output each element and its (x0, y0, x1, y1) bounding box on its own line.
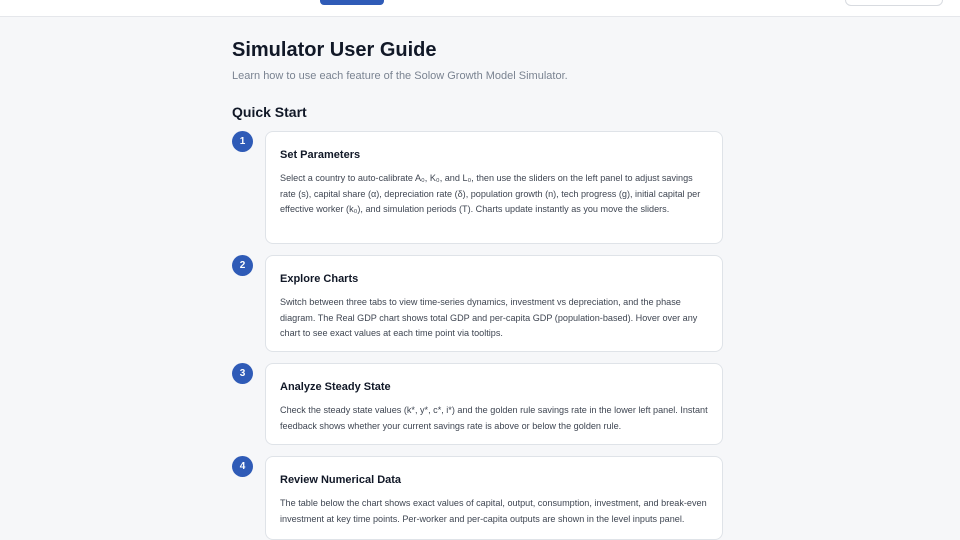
page-subtitle: Learn how to use each feature of the Solow Growth Model Simulator. (232, 70, 568, 82)
step-card (265, 456, 723, 540)
step-title: Review Numerical Data (280, 474, 402, 486)
top-right-control[interactable] (845, 0, 943, 6)
step-number-badge: 2 (232, 255, 253, 276)
quick-start-step-1 (232, 131, 724, 244)
step-number-badge: 1 (232, 131, 253, 152)
active-navigation-tab[interactable] (320, 0, 384, 5)
step-description: Select a country to auto-calibrate A₀, K₀, and L₀, then use the sliders on the left panel to adjust savings rate (s), capital share (α), depreciation rate (δ), population growth (n), tech progress (g), initial capital per effective worker (k₀), and simulation periods (T). Charts update instantly as you move the sliders. (280, 173, 701, 215)
step-number-badge: 4 (232, 456, 253, 477)
step-card (265, 255, 723, 352)
step-description: Switch between three tabs to view time-series dynamics, investment vs depreciation, and the phase diagram. The Real GDP chart shows total GDP and per-capita GDP (population-based). Hover over any chart to see exact values at each time point via tooltips. (280, 297, 698, 339)
quick-start-step-3 (232, 363, 724, 445)
page-title: Simulator User Guide (232, 39, 437, 61)
step-number-badge: 3 (232, 363, 253, 384)
step-title: Set Parameters (280, 149, 361, 161)
step-title: Analyze Steady State (280, 381, 391, 393)
user-guide-content (232, 36, 732, 524)
quick-start-step-4 (232, 456, 724, 540)
step-card (265, 363, 723, 445)
quick-start-heading: Quick Start (232, 104, 307, 120)
step-card (265, 131, 723, 244)
top-navigation-bar (0, 0, 960, 17)
step-description: Check the steady state values (k*, y*, c*, i*) and the golden rule savings rate in the lower left panel. Instant feedback shows whether your current savings rate is above or below the golden rule. (280, 405, 708, 431)
quick-start-step-2 (232, 255, 724, 352)
step-description: The table below the chart shows exact values of capital, output, consumption, investment, and break-even investment at key time points. Per-worker and per-capita outputs are shown in the level inputs panel. (280, 498, 707, 524)
step-title: Explore Charts (280, 273, 359, 285)
